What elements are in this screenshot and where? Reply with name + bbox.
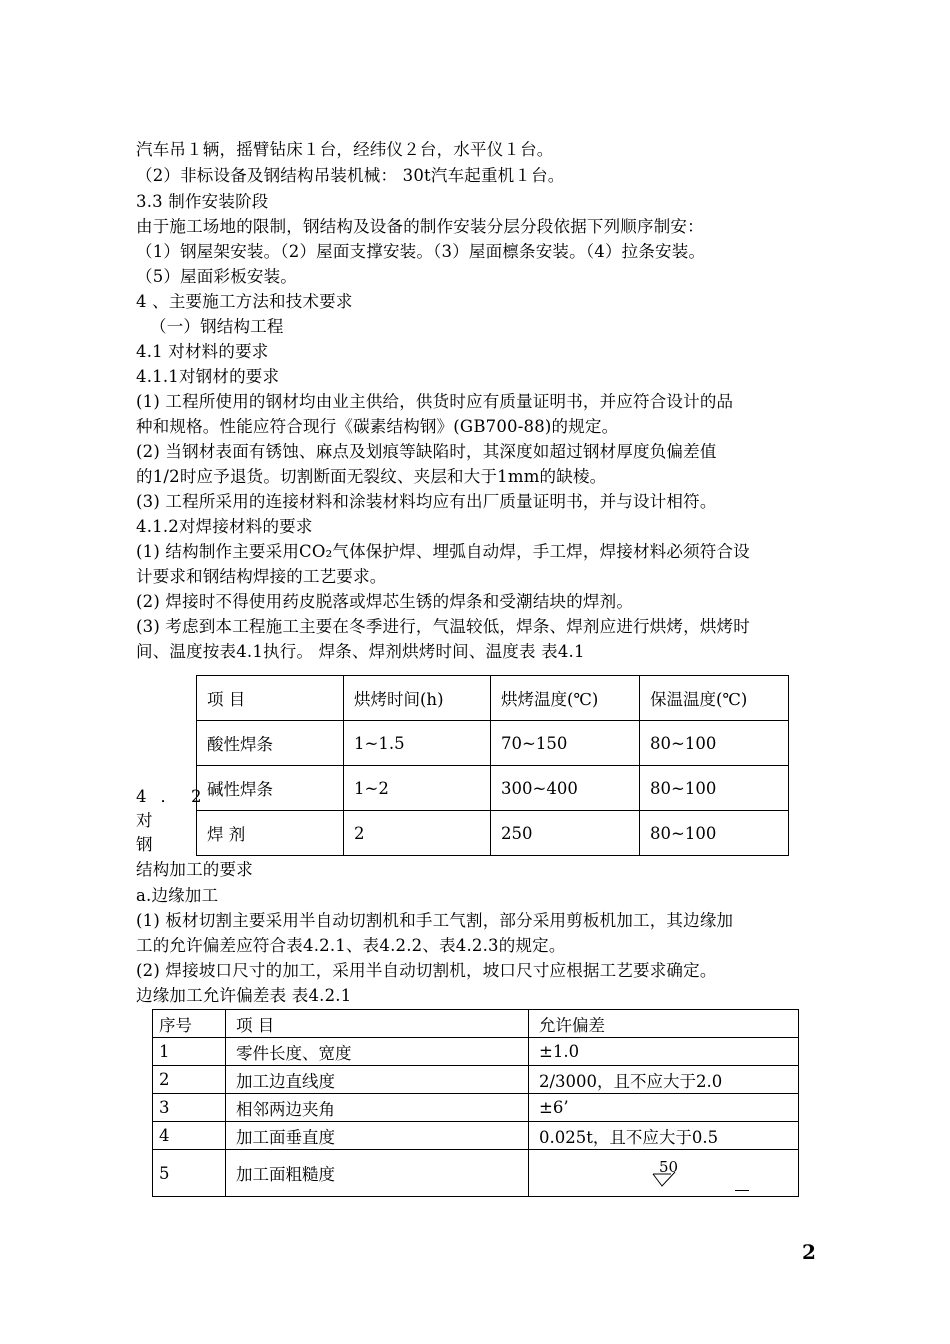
table-cell: 3: [153, 1094, 226, 1122]
table-cell: 酸性焊条: [197, 721, 344, 766]
text-line: （5）屋面彩板安装。: [136, 267, 297, 286]
text-line: (3) 考虑到本工程施工主要在冬季进行，气温较低，焊条、焊剂应进行烘烤，烘烤时: [136, 617, 750, 636]
underline-mark: [735, 1190, 749, 1191]
table-row: [197, 721, 789, 766]
table-cell: 1~2: [344, 766, 491, 811]
text-line: (1) 结构制作主要采用CO₂气体保护焊、埋弧自动焊，手工焊，焊接材料必须符合设: [136, 542, 750, 561]
table-cell: ±6’: [529, 1094, 799, 1122]
page-number: 2: [802, 1240, 816, 1264]
table-header-cell: 项 目: [197, 676, 344, 721]
side-heading-part: 对: [136, 811, 153, 830]
table-cell: 加工面粗糙度: [226, 1150, 529, 1197]
text-line: 汽车吊１辆，摇臂钻床１台，经纬仪２台，水平仪１台。: [136, 140, 554, 159]
table-header-cell: 项 目: [226, 1010, 529, 1038]
table-cell: 焊 剂: [197, 811, 344, 856]
text-line: (1) 板材切割主要采用半自动切割机和手工气割，部分采用剪板机加工，其边缘加: [136, 911, 734, 930]
table-cell: 2/3000，且不应大于2.0: [529, 1066, 799, 1094]
table-header-cell: 序号: [153, 1010, 226, 1038]
table-cell: 相邻两边夹角: [226, 1094, 529, 1122]
table-row: [153, 1094, 799, 1122]
table-row: [153, 1038, 799, 1066]
text-line: 种和规格。性能应符合现行《碳素结构钢》(GB700-88)的规定。: [136, 417, 619, 436]
text-line: (2) 焊接坡口尺寸的加工，采用半自动切割机，坡口尺寸应根据工艺要求确定。: [136, 961, 717, 980]
section-heading: 4.1 对材料的要求: [136, 342, 269, 361]
table-header-cell: 烘烤温度(℃): [491, 676, 640, 721]
roughness-cell: [529, 1150, 799, 1197]
side-heading-part: 4．2: [136, 787, 216, 806]
table-cell: 1~1.5: [344, 721, 491, 766]
table-cell: 300~400: [491, 766, 640, 811]
text-line: 的1/2时应予退货。切割断面无裂纹、夹层和大于1mm的缺棱。: [136, 467, 607, 486]
text-line: 由于施工场地的限制，钢结构及设备的制作安装分层分段依据下列顺序制安：: [136, 217, 704, 236]
table-cell: 250: [491, 811, 640, 856]
table-cell: 4: [153, 1122, 226, 1150]
table-header-cell: 烘烤时间(h): [344, 676, 491, 721]
section-heading: 4.1.2对焊接材料的要求: [136, 517, 313, 536]
table-cell: 80~100: [640, 766, 789, 811]
text-line: (1) 工程所使用的钢材均由业主供给，供货时应有质量证明书，并应符合设计的品: [136, 392, 734, 411]
table-row: [153, 1122, 799, 1150]
text-line: (2) 当钢材表面有锈蚀、麻点及划痕等缺陷时，其深度如超过钢材厚度负偏差值: [136, 442, 717, 461]
section-heading: a.边缘加工: [136, 886, 219, 905]
side-heading-part: 钢: [136, 835, 153, 854]
table-header-row: [197, 676, 789, 721]
section-heading: 3.3 制作安装阶段: [136, 192, 269, 211]
text-line: 间、温度按表4.1执行。 焊条、焊剂烘烤时间、温度表 表4.1: [136, 642, 585, 661]
table-cell: 80~100: [640, 721, 789, 766]
edge-tolerance-table: [152, 1009, 799, 1197]
text-line: （1）钢屋架安装。（2）屋面支撑安装。（3）屋面檩条安装。（4）拉条安装。: [136, 242, 706, 261]
section-heading: 4 、主要施工方法和技术要求: [136, 292, 353, 311]
table-cell: ±1.0: [529, 1038, 799, 1066]
roughness-value: 50: [659, 1158, 679, 1176]
table-cell: 2: [344, 811, 491, 856]
text-line: 工的允许偏差应符合表4.2.1、表4.2.2、表4.2.3的规定。: [136, 936, 566, 955]
text-line: (3) 工程所采用的连接材料和涂装材料均应有出厂质量证明书，并与设计相符。: [136, 492, 717, 511]
table-cell: 加工面垂直度: [226, 1122, 529, 1150]
table-cell: 80~100: [640, 811, 789, 856]
table-cell: 0.025t，且不应大于0.5: [529, 1122, 799, 1150]
table-cell: 碱性焊条: [197, 766, 344, 811]
text-line: (2) 焊接时不得使用药皮脱落或焊芯生锈的焊条和受潮结块的焊剂。: [136, 592, 634, 611]
section-heading: 4.1.1对钢材的要求: [136, 367, 280, 386]
text-line: （2）非标设备及钢结构吊装机械： 30t汽车起重机１台。: [136, 166, 565, 185]
table-row: [153, 1066, 799, 1094]
table-header-row: [153, 1010, 799, 1038]
table-header-cell: 允许偏差: [529, 1010, 799, 1038]
roughness-symbol-icon: [651, 1172, 677, 1190]
table-row: [197, 811, 789, 856]
baking-table: [196, 675, 789, 856]
table-cell: 1: [153, 1038, 226, 1066]
text-line: 计要求和钢结构焊接的工艺要求。: [136, 567, 387, 586]
table-cell: 零件长度、宽度: [226, 1038, 529, 1066]
table-row: [197, 766, 789, 811]
table-cell: 5: [153, 1150, 226, 1197]
table-cell: 70~150: [491, 721, 640, 766]
table-caption: 边缘加工允许偏差表 表4.2.1: [136, 986, 352, 1005]
table-cell: 2: [153, 1066, 226, 1094]
table-row: [153, 1150, 799, 1197]
table-header-cell: 保温温度(℃): [640, 676, 789, 721]
section-heading: 结构加工的要求: [136, 860, 253, 879]
table-cell: 加工边直线度: [226, 1066, 529, 1094]
section-heading: （一）钢结构工程: [150, 317, 284, 336]
